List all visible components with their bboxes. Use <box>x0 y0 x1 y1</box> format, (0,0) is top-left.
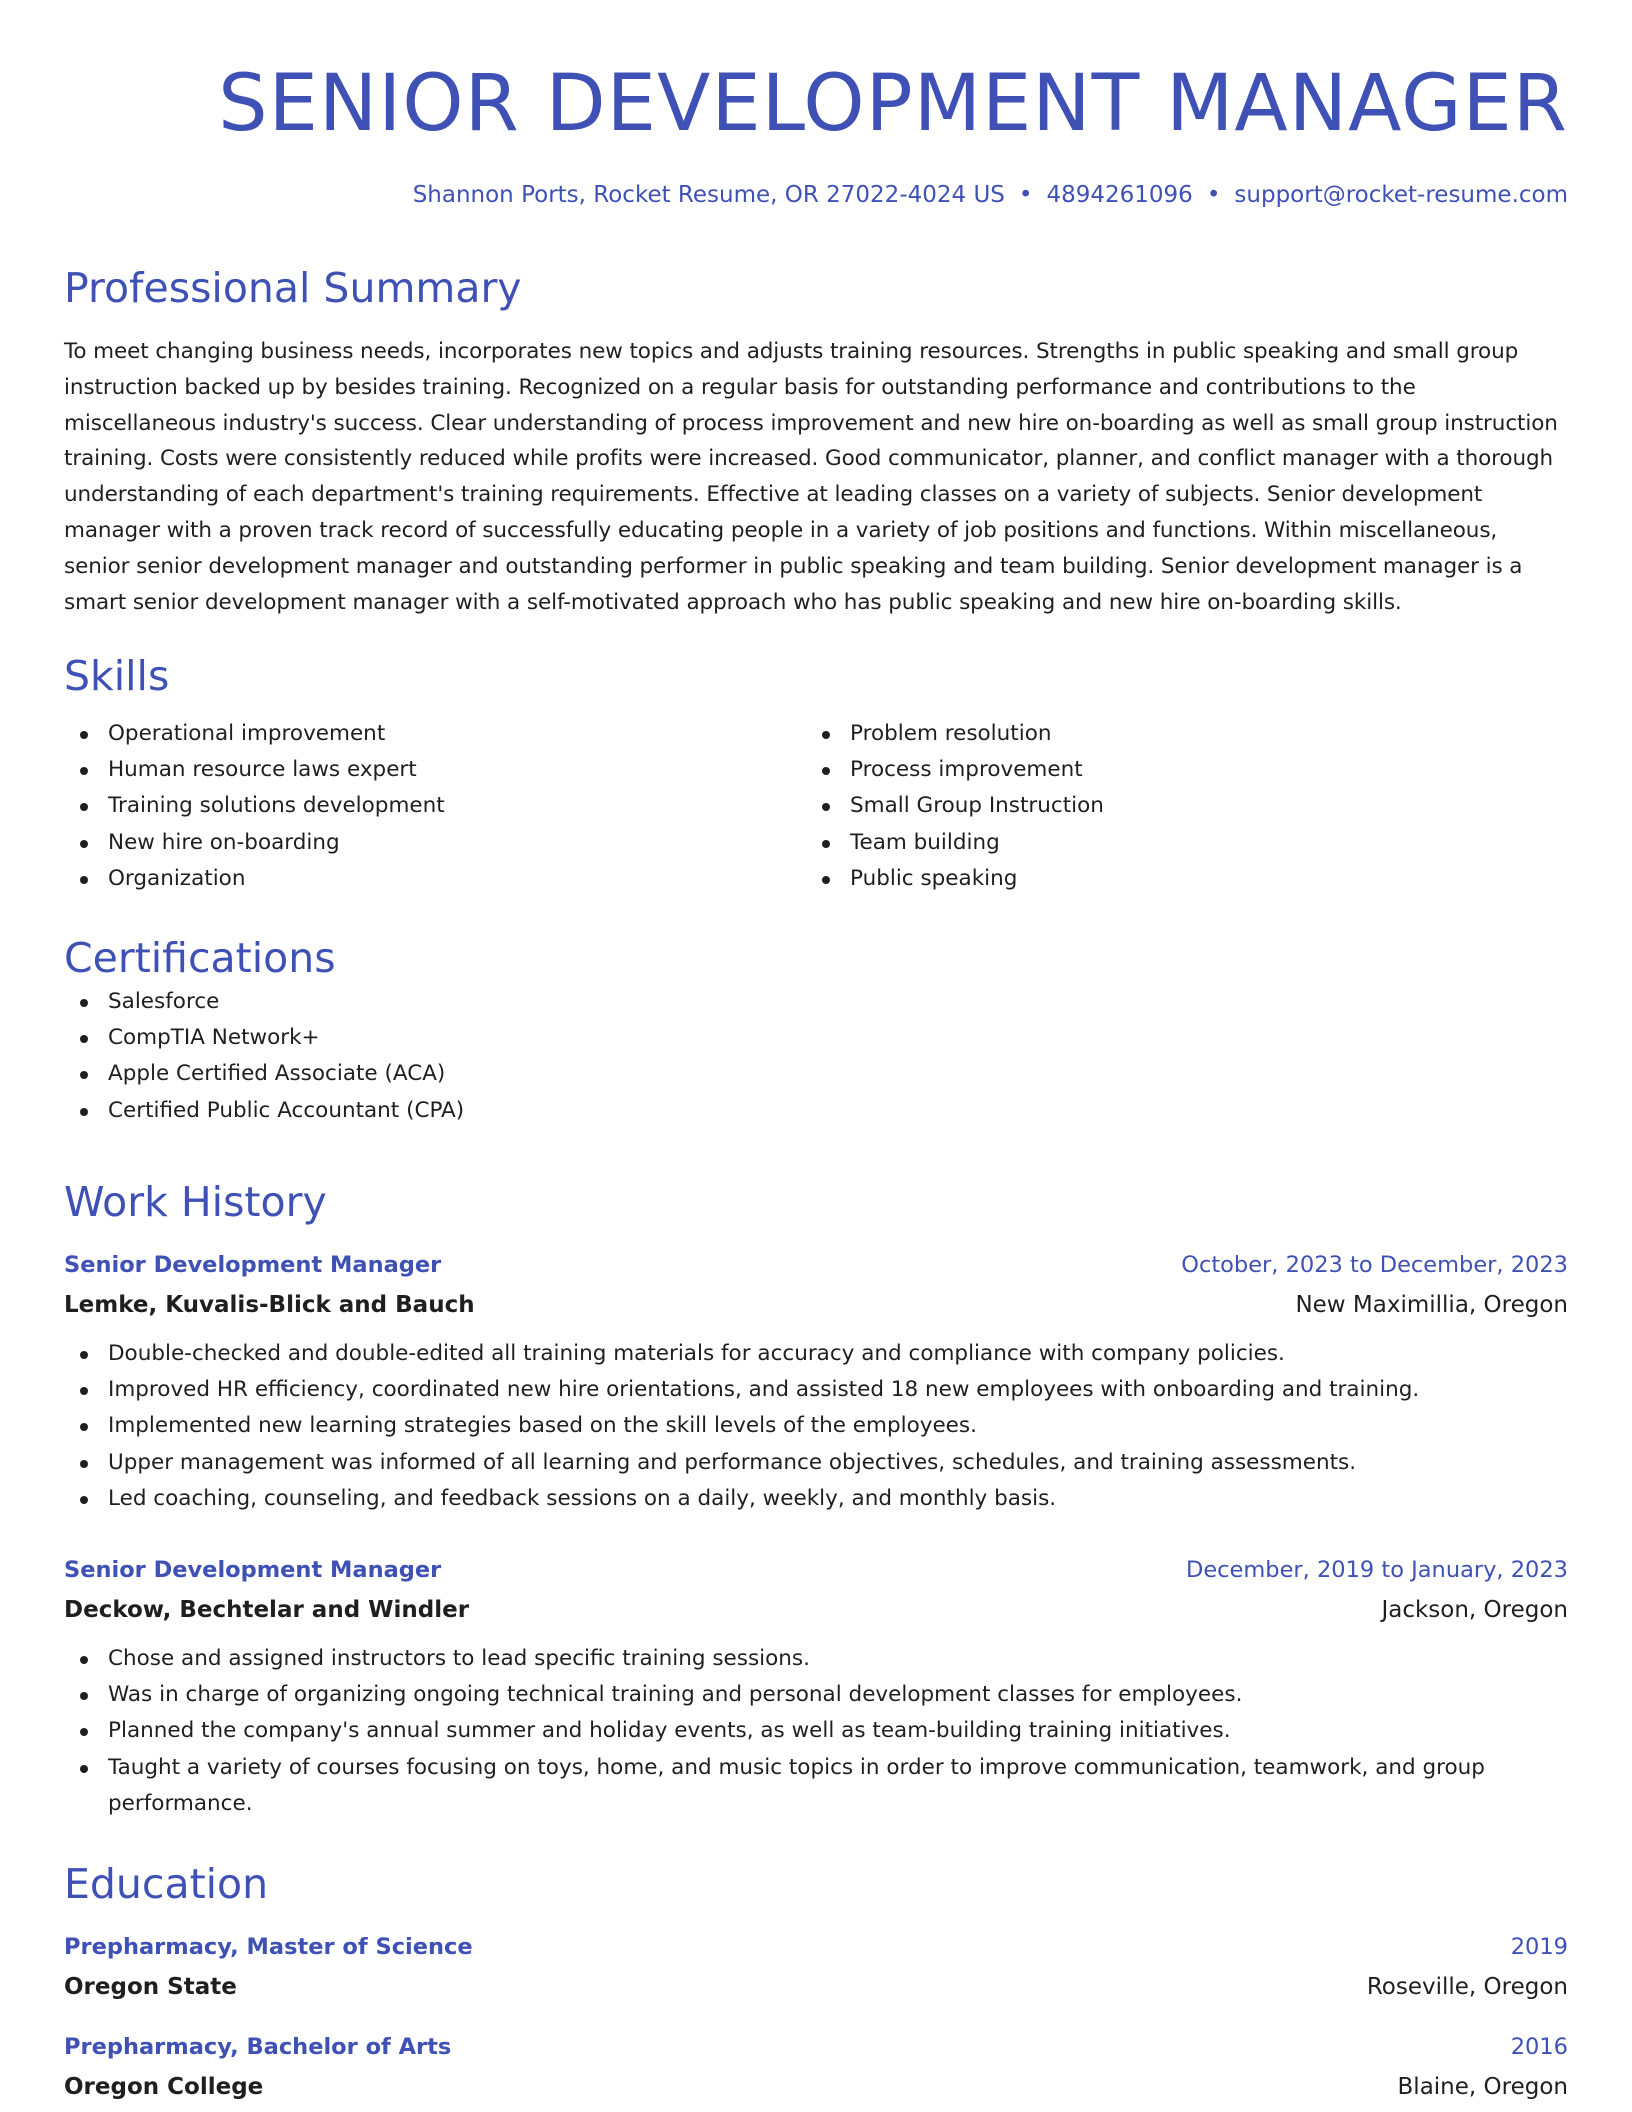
resume-name-heading: SENIOR DEVELOPMENT MANAGER <box>218 59 1568 149</box>
contact-line <box>64 180 1568 210</box>
job-bullet: Improved HR efficiency, coordinated new hire orientations, and assisted 18 new employees with onboarding and training. <box>64 1372 1568 1408</box>
work-history-section <box>64 1176 1568 1822</box>
skill-item: Public speaking <box>806 861 1548 897</box>
certification-item: Apple Certified Associate (ACA) <box>64 1056 1568 1092</box>
education-entry <box>64 1932 1568 2002</box>
section-title-summary: Professional Summary <box>64 264 522 312</box>
professional-summary-section <box>64 262 1568 620</box>
section-title-work-history: Work History <box>64 1178 327 1226</box>
education-subheader <box>64 2072 1568 2102</box>
job-header <box>64 1555 1568 1585</box>
skills-list-left <box>64 716 806 897</box>
job-bullet: Double-checked and double-edited all training materials for accuracy and compliance with company policies. <box>64 1336 1568 1372</box>
education-location: Blaine, Oregon <box>1397 2074 1568 2100</box>
education-section <box>64 1858 1568 2102</box>
job-entry <box>64 1250 1568 1517</box>
job-bullets <box>64 1641 1568 1822</box>
education-year: 2019 <box>1510 1934 1568 1960</box>
education-degree: Prepharmacy, Bachelor of Arts <box>64 2034 452 2060</box>
skill-item: Team building <box>806 825 1548 861</box>
education-school: Oregon College <box>64 2074 264 2100</box>
certification-item: Salesforce <box>64 984 1568 1020</box>
job-bullets <box>64 1336 1568 1517</box>
skills-columns <box>64 716 1568 897</box>
section-title-education: Education <box>64 1860 269 1908</box>
skills-list-right <box>806 716 1548 897</box>
contact-separator: • <box>1206 182 1221 208</box>
skill-item: Problem resolution <box>806 716 1548 752</box>
certifications-section <box>64 932 1568 1129</box>
certification-item: CompTIA Network+ <box>64 1020 1568 1056</box>
job-bullet: Planned the company's annual summer and holiday events, as well as team-building training initiatives. <box>64 1713 1568 1749</box>
job-entry <box>64 1555 1568 1822</box>
job-subheader <box>64 1595 1568 1625</box>
skill-item: Process improvement <box>806 752 1548 788</box>
job-location: New Maximillia, Oregon <box>1295 1292 1568 1318</box>
contact-separator: • <box>1018 182 1033 208</box>
job-header <box>64 1250 1568 1280</box>
education-header <box>64 2032 1568 2062</box>
skill-item: New hire on-boarding <box>64 825 806 861</box>
job-company: Lemke, Kuvalis-Blick and Bauch <box>64 1292 475 1318</box>
job-bullet: Implemented new learning strategies based on the skill levels of the employees. <box>64 1408 1568 1444</box>
skills-section <box>64 650 1568 897</box>
job-title: Senior Development Manager <box>64 1252 442 1278</box>
skill-item: Human resource laws expert <box>64 752 806 788</box>
job-company: Deckow, Bechtelar and Windler <box>64 1597 470 1624</box>
education-entry <box>64 2032 1568 2102</box>
contact-phone[interactable]: 4894261096 <box>1046 182 1193 208</box>
job-dates: December, 2019 to January, 2023 <box>1186 1557 1568 1584</box>
job-dates: October, 2023 to December, 2023 <box>1181 1252 1568 1278</box>
education-location: Roseville, Oregon <box>1366 1974 1568 2000</box>
education-degree: Prepharmacy, Master of Science <box>64 1934 473 1960</box>
summary-text: To meet changing business needs, incorporates new topics and adjusts training resources. Strengths in public speaking and small group instruction backed up by besides training. Recognized on a regular basis for outstanding performance and contributions to the miscellaneous industry's success. Clear understanding of process improvement and new hire on-boarding as well as small group instruction training. Costs were consistently reduced while profits were increased. Good communicator, planner, and conflict manager with a thorough understanding of each department's training requirements. Effective at leading classes on a variety of subjects. Senior development manager with a proven track record of successfully educating people in a variety of job positions and functions. Within miscellaneous, senior senior development manager and outstanding performer in public speaking and team building. Senior development manager is a smart senior development manager with a self-motivated approach who has public speaking and new hire on-boarding skills. <box>64 339 1558 615</box>
job-subheader <box>64 1290 1568 1320</box>
job-location: Jackson, Oregon <box>1381 1597 1568 1624</box>
skill-item: Small Group Instruction <box>806 788 1548 824</box>
certification-item: Certified Public Accountant (CPA) <box>64 1093 1568 1129</box>
contact-address: Shannon Ports, Rocket Resume, OR 27022-4024 US <box>412 182 1005 208</box>
skill-item: Training solutions development <box>64 788 806 824</box>
job-bullet: Taught a variety of courses focusing on toys, home, and music topics in order to improve communication, teamwork, and group performance. <box>64 1750 1568 1822</box>
skill-item: Operational improvement <box>64 716 806 752</box>
section-title-skills: Skills <box>64 652 170 700</box>
job-bullet: Led coaching, counseling, and feedback sessions on a daily, weekly, and monthly basis. <box>64 1481 1568 1517</box>
education-header <box>64 1932 1568 1962</box>
job-bullet: Chose and assigned instructors to lead specific training sessions. <box>64 1641 1568 1677</box>
certifications-list <box>64 984 1568 1129</box>
education-school: Oregon State <box>64 1974 237 2000</box>
job-bullet: Upper management was informed of all learning and performance objectives, schedules, and training assessments. <box>64 1445 1568 1481</box>
contact-email[interactable]: support@rocket-resume.com <box>1234 182 1568 208</box>
section-title-certifications: Certifications <box>64 934 336 982</box>
skill-item: Organization <box>64 861 806 897</box>
job-title: Senior Development Manager <box>64 1557 442 1584</box>
education-year: 2016 <box>1510 2034 1568 2060</box>
education-subheader <box>64 1972 1568 2002</box>
job-bullet: Was in charge of organizing ongoing technical training and personal development classes for employees. <box>64 1677 1568 1713</box>
